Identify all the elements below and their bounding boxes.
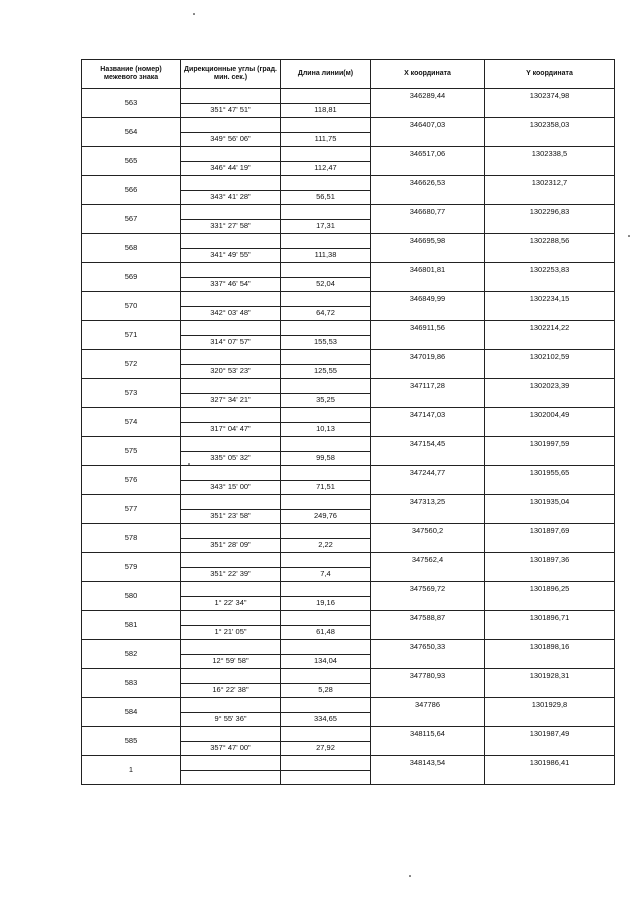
y-coordinate: 1301997,59 [485, 437, 615, 452]
x-coordinate-spacer [371, 306, 485, 321]
point-row-spacer-length [281, 118, 371, 133]
point-name: 563 [82, 89, 181, 118]
point-row-spacer-angle [181, 89, 281, 104]
point-row-spacer-length [281, 611, 371, 626]
table-row [82, 611, 615, 626]
scan-speck [628, 235, 630, 237]
line-length: 27,92 [281, 741, 371, 756]
direction-angle: 343° 15' 00" [181, 480, 281, 495]
x-coordinate: 346407,03 [371, 118, 485, 133]
line-length: 111,38 [281, 248, 371, 263]
x-coordinate-spacer [371, 567, 485, 582]
x-coordinate: 347154,45 [371, 437, 485, 452]
point-name: 570 [82, 292, 181, 321]
line-length: 5,28 [281, 683, 371, 698]
point-row-spacer-length [281, 524, 371, 539]
y-coordinate: 1302102,59 [485, 350, 615, 365]
y-coordinate: 1301896,71 [485, 611, 615, 626]
x-coordinate-spacer [371, 161, 485, 176]
direction-angle: 351° 28' 09" [181, 538, 281, 553]
point-row-spacer-angle [181, 466, 281, 481]
y-coordinate: 1302374,98 [485, 89, 615, 104]
direction-angle: 343° 41' 28" [181, 190, 281, 205]
line-length: 7,4 [281, 567, 371, 582]
y-coordinate-spacer [485, 422, 615, 437]
x-coordinate-spacer [371, 219, 485, 234]
scan-speck [193, 13, 195, 15]
point-row-spacer-angle [181, 727, 281, 742]
line-length: 134,04 [281, 654, 371, 669]
header-point-name: Название (номер) межевого знака [82, 60, 181, 89]
point-row-spacer-angle [181, 147, 281, 162]
header-direction-angle: Дирекционные углы (град. мин. сек.) [181, 60, 281, 89]
point-name: 583 [82, 669, 181, 698]
line-length: 10,13 [281, 422, 371, 437]
point-name: 571 [82, 321, 181, 350]
point-row-spacer-length [281, 234, 371, 249]
table-row [82, 147, 615, 162]
direction-angle: 317° 04' 47" [181, 422, 281, 437]
direction-angle: 351° 22' 39" [181, 567, 281, 582]
direction-angle: 346° 44' 19" [181, 161, 281, 176]
point-name: 578 [82, 524, 181, 553]
direction-angle: 341° 49' 55" [181, 248, 281, 263]
point-row-spacer-length [281, 379, 371, 394]
x-coordinate-spacer [371, 190, 485, 205]
y-coordinate: 1301898,16 [485, 640, 615, 655]
x-coordinate-spacer [371, 480, 485, 495]
y-coordinate: 1301928,31 [485, 669, 615, 684]
line-length: 17,31 [281, 219, 371, 234]
y-coordinate: 1302288,56 [485, 234, 615, 249]
line-length: 112,47 [281, 161, 371, 176]
y-coordinate-spacer [485, 364, 615, 379]
line-length: 52,04 [281, 277, 371, 292]
point-name: 1 [82, 756, 181, 785]
point-row-spacer-angle [181, 321, 281, 336]
point-row-spacer-length [281, 263, 371, 278]
direction-angle: 1° 21' 05" [181, 625, 281, 640]
line-length: 249,76 [281, 509, 371, 524]
x-coordinate: 346695,98 [371, 234, 485, 249]
table-row [82, 669, 615, 684]
point-row-spacer-length [281, 408, 371, 423]
table-row [82, 640, 615, 655]
point-row-spacer-angle [181, 292, 281, 307]
point-row-spacer-angle [181, 408, 281, 423]
point-row-spacer-angle [181, 698, 281, 713]
table-row [82, 524, 615, 539]
x-coordinate-spacer [371, 683, 485, 698]
x-coordinate: 347244,77 [371, 466, 485, 481]
y-coordinate-spacer [485, 306, 615, 321]
y-coordinate-spacer [485, 480, 615, 495]
point-row-spacer-length [281, 553, 371, 568]
y-coordinate-spacer [485, 654, 615, 669]
y-coordinate-spacer [485, 625, 615, 640]
direction-angle: 327° 34' 21" [181, 393, 281, 408]
point-row-spacer-angle [181, 524, 281, 539]
y-coordinate: 1301986,41 [485, 756, 615, 771]
x-coordinate: 347560,2 [371, 524, 485, 539]
point-row-spacer-angle [181, 379, 281, 394]
header-row [82, 60, 615, 89]
x-coordinate: 346849,99 [371, 292, 485, 307]
table-row [82, 437, 615, 452]
line-length: 71,51 [281, 480, 371, 495]
x-coordinate-spacer [371, 741, 485, 756]
table-row [82, 553, 615, 568]
y-coordinate-spacer [485, 161, 615, 176]
header-y-coordinate: Y координата [485, 60, 615, 89]
y-coordinate-spacer [485, 770, 615, 785]
line-length: 99,58 [281, 451, 371, 466]
y-coordinate: 1302253,83 [485, 263, 615, 278]
point-row-spacer-angle [181, 553, 281, 568]
point-row-spacer-length [281, 176, 371, 191]
y-coordinate-spacer [485, 393, 615, 408]
y-coordinate: 1302214,22 [485, 321, 615, 336]
y-coordinate-spacer [485, 683, 615, 698]
table-row [82, 292, 615, 307]
table-row [82, 495, 615, 510]
direction-angle: 337° 46' 54" [181, 277, 281, 292]
y-coordinate-spacer [485, 132, 615, 147]
x-coordinate: 346517,06 [371, 147, 485, 162]
point-row-spacer-angle [181, 437, 281, 452]
y-coordinate-spacer [485, 712, 615, 727]
x-coordinate: 346289,44 [371, 89, 485, 104]
x-coordinate-spacer [371, 132, 485, 147]
direction-angle: 16° 22' 38" [181, 683, 281, 698]
y-coordinate-spacer [485, 596, 615, 611]
table-row [82, 263, 615, 278]
point-name: 574 [82, 408, 181, 437]
point-row-spacer-length [281, 466, 371, 481]
y-coordinate: 1302004,49 [485, 408, 615, 423]
point-row-spacer-angle [181, 669, 281, 684]
point-row-spacer-angle [181, 234, 281, 249]
y-coordinate: 1301897,36 [485, 553, 615, 568]
table-row [82, 466, 615, 481]
point-row-spacer-length [281, 147, 371, 162]
boundary-coordinates-table [81, 59, 615, 785]
y-coordinate: 1301897,69 [485, 524, 615, 539]
point-row-spacer-angle [181, 582, 281, 597]
direction-angle: 1° 22' 34" [181, 596, 281, 611]
table-row [82, 118, 615, 133]
header-line-length: Длина линии(м) [281, 60, 371, 89]
line-length: 334,65 [281, 712, 371, 727]
x-coordinate: 346801,81 [371, 263, 485, 278]
point-name: 576 [82, 466, 181, 495]
point-row-spacer-angle [181, 263, 281, 278]
y-coordinate-spacer [485, 190, 615, 205]
y-coordinate-spacer [485, 248, 615, 263]
y-coordinate: 1301896,25 [485, 582, 615, 597]
direction-angle: 314° 07' 57" [181, 335, 281, 350]
x-coordinate-spacer [371, 596, 485, 611]
point-row-spacer-angle [181, 611, 281, 626]
y-coordinate-spacer [485, 538, 615, 553]
x-coordinate-spacer [371, 364, 485, 379]
table-row [82, 727, 615, 742]
y-coordinate-spacer [485, 509, 615, 524]
x-coordinate: 346680,77 [371, 205, 485, 220]
direction-angle: 357° 47' 00" [181, 741, 281, 756]
y-coordinate: 1301935,04 [485, 495, 615, 510]
table-row [82, 408, 615, 423]
point-row-spacer-length [281, 292, 371, 307]
x-coordinate: 348143,54 [371, 756, 485, 771]
scan-speck [409, 875, 411, 877]
point-row-spacer-angle [181, 205, 281, 220]
point-name: 577 [82, 495, 181, 524]
line-length: 19,16 [281, 596, 371, 611]
line-length: 56,51 [281, 190, 371, 205]
point-name: 581 [82, 611, 181, 640]
x-coordinate: 347588,87 [371, 611, 485, 626]
x-coordinate-spacer [371, 422, 485, 437]
table-row [82, 89, 615, 104]
y-coordinate: 1302023,39 [485, 379, 615, 394]
point-row-spacer-angle [181, 350, 281, 365]
point-row-spacer-length [281, 727, 371, 742]
y-coordinate: 1302234,15 [485, 292, 615, 307]
x-coordinate-spacer [371, 335, 485, 350]
point-row-spacer-length [281, 582, 371, 597]
y-coordinate-spacer [485, 335, 615, 350]
table-body [82, 89, 615, 785]
point-row-spacer-angle [181, 640, 281, 655]
point-row-spacer-length [281, 205, 371, 220]
point-name: 569 [82, 263, 181, 292]
direction-angle-empty [181, 770, 281, 785]
direction-angle: 342° 03' 48" [181, 306, 281, 321]
x-coordinate: 347650,33 [371, 640, 485, 655]
y-coordinate: 1302338,5 [485, 147, 615, 162]
point-row-spacer-angle [181, 756, 281, 771]
direction-angle: 351° 23' 58" [181, 509, 281, 524]
y-coordinate: 1301929,8 [485, 698, 615, 713]
point-row-spacer-length [281, 350, 371, 365]
line-length: 35,25 [281, 393, 371, 408]
line-length: 61,48 [281, 625, 371, 640]
y-coordinate-spacer [485, 451, 615, 466]
table-row [82, 205, 615, 220]
x-coordinate-spacer [371, 248, 485, 263]
table-row [82, 756, 615, 771]
x-coordinate-spacer [371, 625, 485, 640]
x-coordinate: 347786 [371, 698, 485, 713]
y-coordinate: 1302358,03 [485, 118, 615, 133]
line-length: 155,53 [281, 335, 371, 350]
direction-angle: 331° 27' 58" [181, 219, 281, 234]
y-coordinate-spacer [485, 741, 615, 756]
x-coordinate-spacer [371, 509, 485, 524]
point-name: 584 [82, 698, 181, 727]
direction-angle: 351° 47' 51" [181, 103, 281, 118]
y-coordinate-spacer [485, 567, 615, 582]
x-coordinate-spacer [371, 770, 485, 785]
line-length: 64,72 [281, 306, 371, 321]
x-coordinate-spacer [371, 654, 485, 669]
point-name: 566 [82, 176, 181, 205]
point-row-spacer-angle [181, 176, 281, 191]
direction-angle: 349° 56' 06" [181, 132, 281, 147]
point-row-spacer-length [281, 640, 371, 655]
x-coordinate-spacer [371, 277, 485, 292]
point-row-spacer-angle [181, 118, 281, 133]
direction-angle: 12° 59' 58" [181, 654, 281, 669]
y-coordinate-spacer [485, 219, 615, 234]
direction-angle: 9° 55' 36" [181, 712, 281, 727]
point-row-spacer-length [281, 495, 371, 510]
table-row [82, 698, 615, 713]
table-row [82, 176, 615, 191]
y-coordinate-spacer [485, 277, 615, 292]
scan-speck [188, 463, 190, 465]
x-coordinate: 347569,72 [371, 582, 485, 597]
line-length: 2,22 [281, 538, 371, 553]
y-coordinate: 1302296,83 [485, 205, 615, 220]
point-name: 580 [82, 582, 181, 611]
x-coordinate: 347562,4 [371, 553, 485, 568]
x-coordinate: 346911,56 [371, 321, 485, 336]
y-coordinate: 1301955,65 [485, 466, 615, 481]
table-header [82, 60, 615, 89]
x-coordinate: 347019,86 [371, 350, 485, 365]
table-row [82, 321, 615, 336]
direction-angle: 335° 05' 32" [181, 451, 281, 466]
y-coordinate-spacer [485, 103, 615, 118]
point-name: 575 [82, 437, 181, 466]
point-row-spacer-length [281, 321, 371, 336]
x-coordinate-spacer [371, 538, 485, 553]
point-name: 582 [82, 640, 181, 669]
x-coordinate-spacer [371, 712, 485, 727]
table-row [82, 582, 615, 597]
direction-angle: 320° 53' 23" [181, 364, 281, 379]
point-name: 573 [82, 379, 181, 408]
y-coordinate: 1302312,7 [485, 176, 615, 191]
point-name: 567 [82, 205, 181, 234]
point-name: 585 [82, 727, 181, 756]
y-coordinate: 1301987,49 [485, 727, 615, 742]
line-length: 111,75 [281, 132, 371, 147]
x-coordinate: 347147,03 [371, 408, 485, 423]
line-length: 125,55 [281, 364, 371, 379]
point-name: 579 [82, 553, 181, 582]
point-row-spacer-angle [181, 495, 281, 510]
line-length: 118,81 [281, 103, 371, 118]
point-row-spacer-length [281, 756, 371, 771]
x-coordinate-spacer [371, 103, 485, 118]
x-coordinate: 347780,93 [371, 669, 485, 684]
point-name: 572 [82, 350, 181, 379]
table-row [82, 350, 615, 365]
header-x-coordinate: X координата [371, 60, 485, 89]
point-row-spacer-length [281, 698, 371, 713]
point-name: 565 [82, 147, 181, 176]
point-row-spacer-length [281, 89, 371, 104]
x-coordinate-spacer [371, 393, 485, 408]
x-coordinate: 347117,28 [371, 379, 485, 394]
line-length-empty [281, 770, 371, 785]
point-row-spacer-length [281, 669, 371, 684]
table-row [82, 234, 615, 249]
point-name: 564 [82, 118, 181, 147]
x-coordinate: 347313,25 [371, 495, 485, 510]
x-coordinate: 346626,53 [371, 176, 485, 191]
point-name: 568 [82, 234, 181, 263]
table-row [82, 379, 615, 394]
x-coordinate: 348115,64 [371, 727, 485, 742]
x-coordinate-spacer [371, 451, 485, 466]
point-row-spacer-length [281, 437, 371, 452]
